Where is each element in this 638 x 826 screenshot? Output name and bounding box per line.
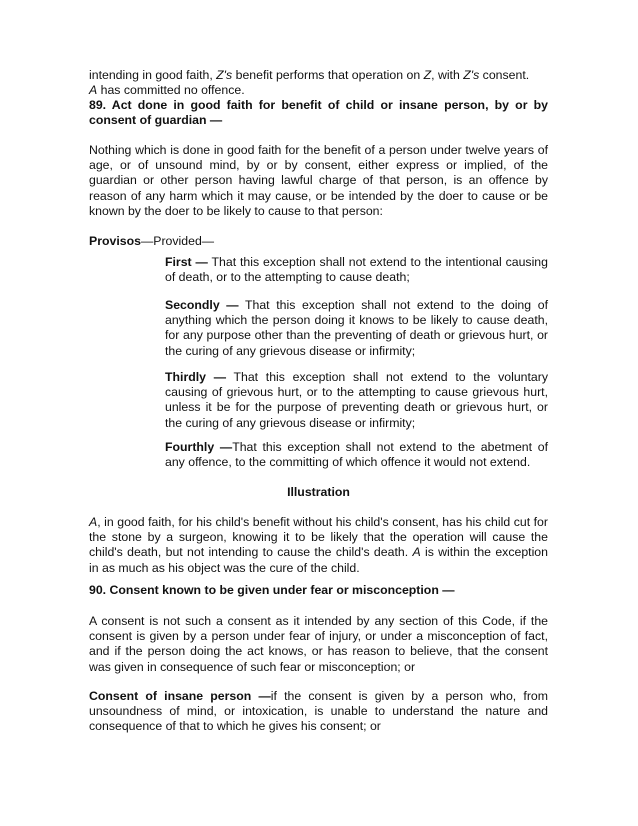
- proviso-text: That this exception shall not extend to the intentional causing of death, or to the attempting to cause death;: [165, 255, 548, 285]
- intro-text: has committed no offence.: [97, 83, 245, 98]
- proviso-text: That this exception shall not extend to the abetment of any offence, to the committing of which offence it would not extend.: [165, 440, 549, 470]
- proviso-secondly: [165, 298, 548, 359]
- proviso-label: Secondly —: [165, 298, 239, 312]
- section-89-heading: [89, 98, 548, 128]
- proviso-thirdly: [165, 370, 548, 431]
- intro-italic-z: Z's: [216, 68, 233, 82]
- proviso-text: That this exception shall not extend to the doing of anything which the person doing it knows to be likely to cause death, for any purpose other than the preventing of death or grievous hurt, or the curing of any grievous disease or infirmity;: [165, 298, 548, 358]
- section-89-body-text: Nothing which is done in good faith for the benefit of a person under twelve years of age, or of unsound mind, by or by consent, either express or implied, of the guardian or other person having lawful charge of that person, is an offence by reason of any harm which it may cause, or be intended by the doer to cause or be known by the doer to be likely to cause to that person:: [89, 143, 548, 218]
- insane-person-paragraph: [89, 689, 548, 735]
- illustration-text: is within the exception in as much as his object was the cure of the child.: [89, 545, 548, 575]
- intro-text: intending in good faith,: [89, 68, 217, 82]
- intro-italic-a: A: [89, 83, 98, 98]
- intro-text: , with: [431, 68, 464, 82]
- intro-text: benefit performs that operation on: [232, 68, 424, 82]
- section-90-body-text: A consent is not such a consent as it intended by any section of this Code, if the consent is given by a person under fear of injury, or under a misconception of fact, and if the person doing the act knows, or has reason to believe, that the consent was given in consequence of such fear or misconception; or: [89, 614, 548, 674]
- proviso-label: Fourthly —: [165, 440, 233, 454]
- proviso-text: That this exception shall not extend to the voluntary causing of grievous hurt, or to the attempting to cause grievous hurt, unless it be for the purpose of preventing death or grievous hurt, or the curing of any grievous disease or infirmity;: [165, 370, 548, 430]
- section-90-body: [89, 614, 548, 675]
- provisos-line: [89, 234, 548, 249]
- proviso-fourthly: [165, 440, 548, 470]
- section-89-heading-text: 89. Act done in good faith for benefit of child or insane person, by or by consent of guardian —: [89, 98, 548, 128]
- section-89-body: [89, 143, 548, 219]
- provisos-rest: —Provided—: [140, 234, 215, 248]
- insane-person-text: if the consent is given by a person who, from unsoundness of mind, or intoxication, is unable to understand the nature and consequence of that to which he gives his consent; or: [89, 689, 548, 734]
- illustration-italic-a: A: [89, 515, 98, 529]
- insane-person-label: Consent of insane person —: [89, 689, 271, 703]
- intro-paragraph: [89, 68, 548, 98]
- illustration-italic-a: A: [412, 545, 421, 560]
- intro-text: consent.: [479, 68, 530, 82]
- illustration-text: , in good faith, for his child's benefit without his child's consent, has his child cut for the stone by a surgeon, knowing it to be likely that the operation will cause the child's death, but not intending to cause the child's death.: [89, 515, 548, 560]
- intro-italic-z: Z's: [463, 68, 480, 82]
- section-90-heading-text: 90. Consent known to be given under fear or misconception —: [89, 583, 455, 597]
- illustration-heading-text: Illustration: [287, 485, 350, 499]
- proviso-label: Thirdly —: [165, 370, 226, 384]
- proviso-first: [165, 255, 548, 285]
- illustration-heading: [89, 485, 548, 500]
- proviso-label: First —: [165, 255, 208, 269]
- provisos-label: Provisos: [89, 234, 141, 248]
- section-90-heading: [89, 583, 548, 598]
- intro-italic-z: Z: [423, 68, 432, 82]
- illustration-paragraph: [89, 515, 548, 576]
